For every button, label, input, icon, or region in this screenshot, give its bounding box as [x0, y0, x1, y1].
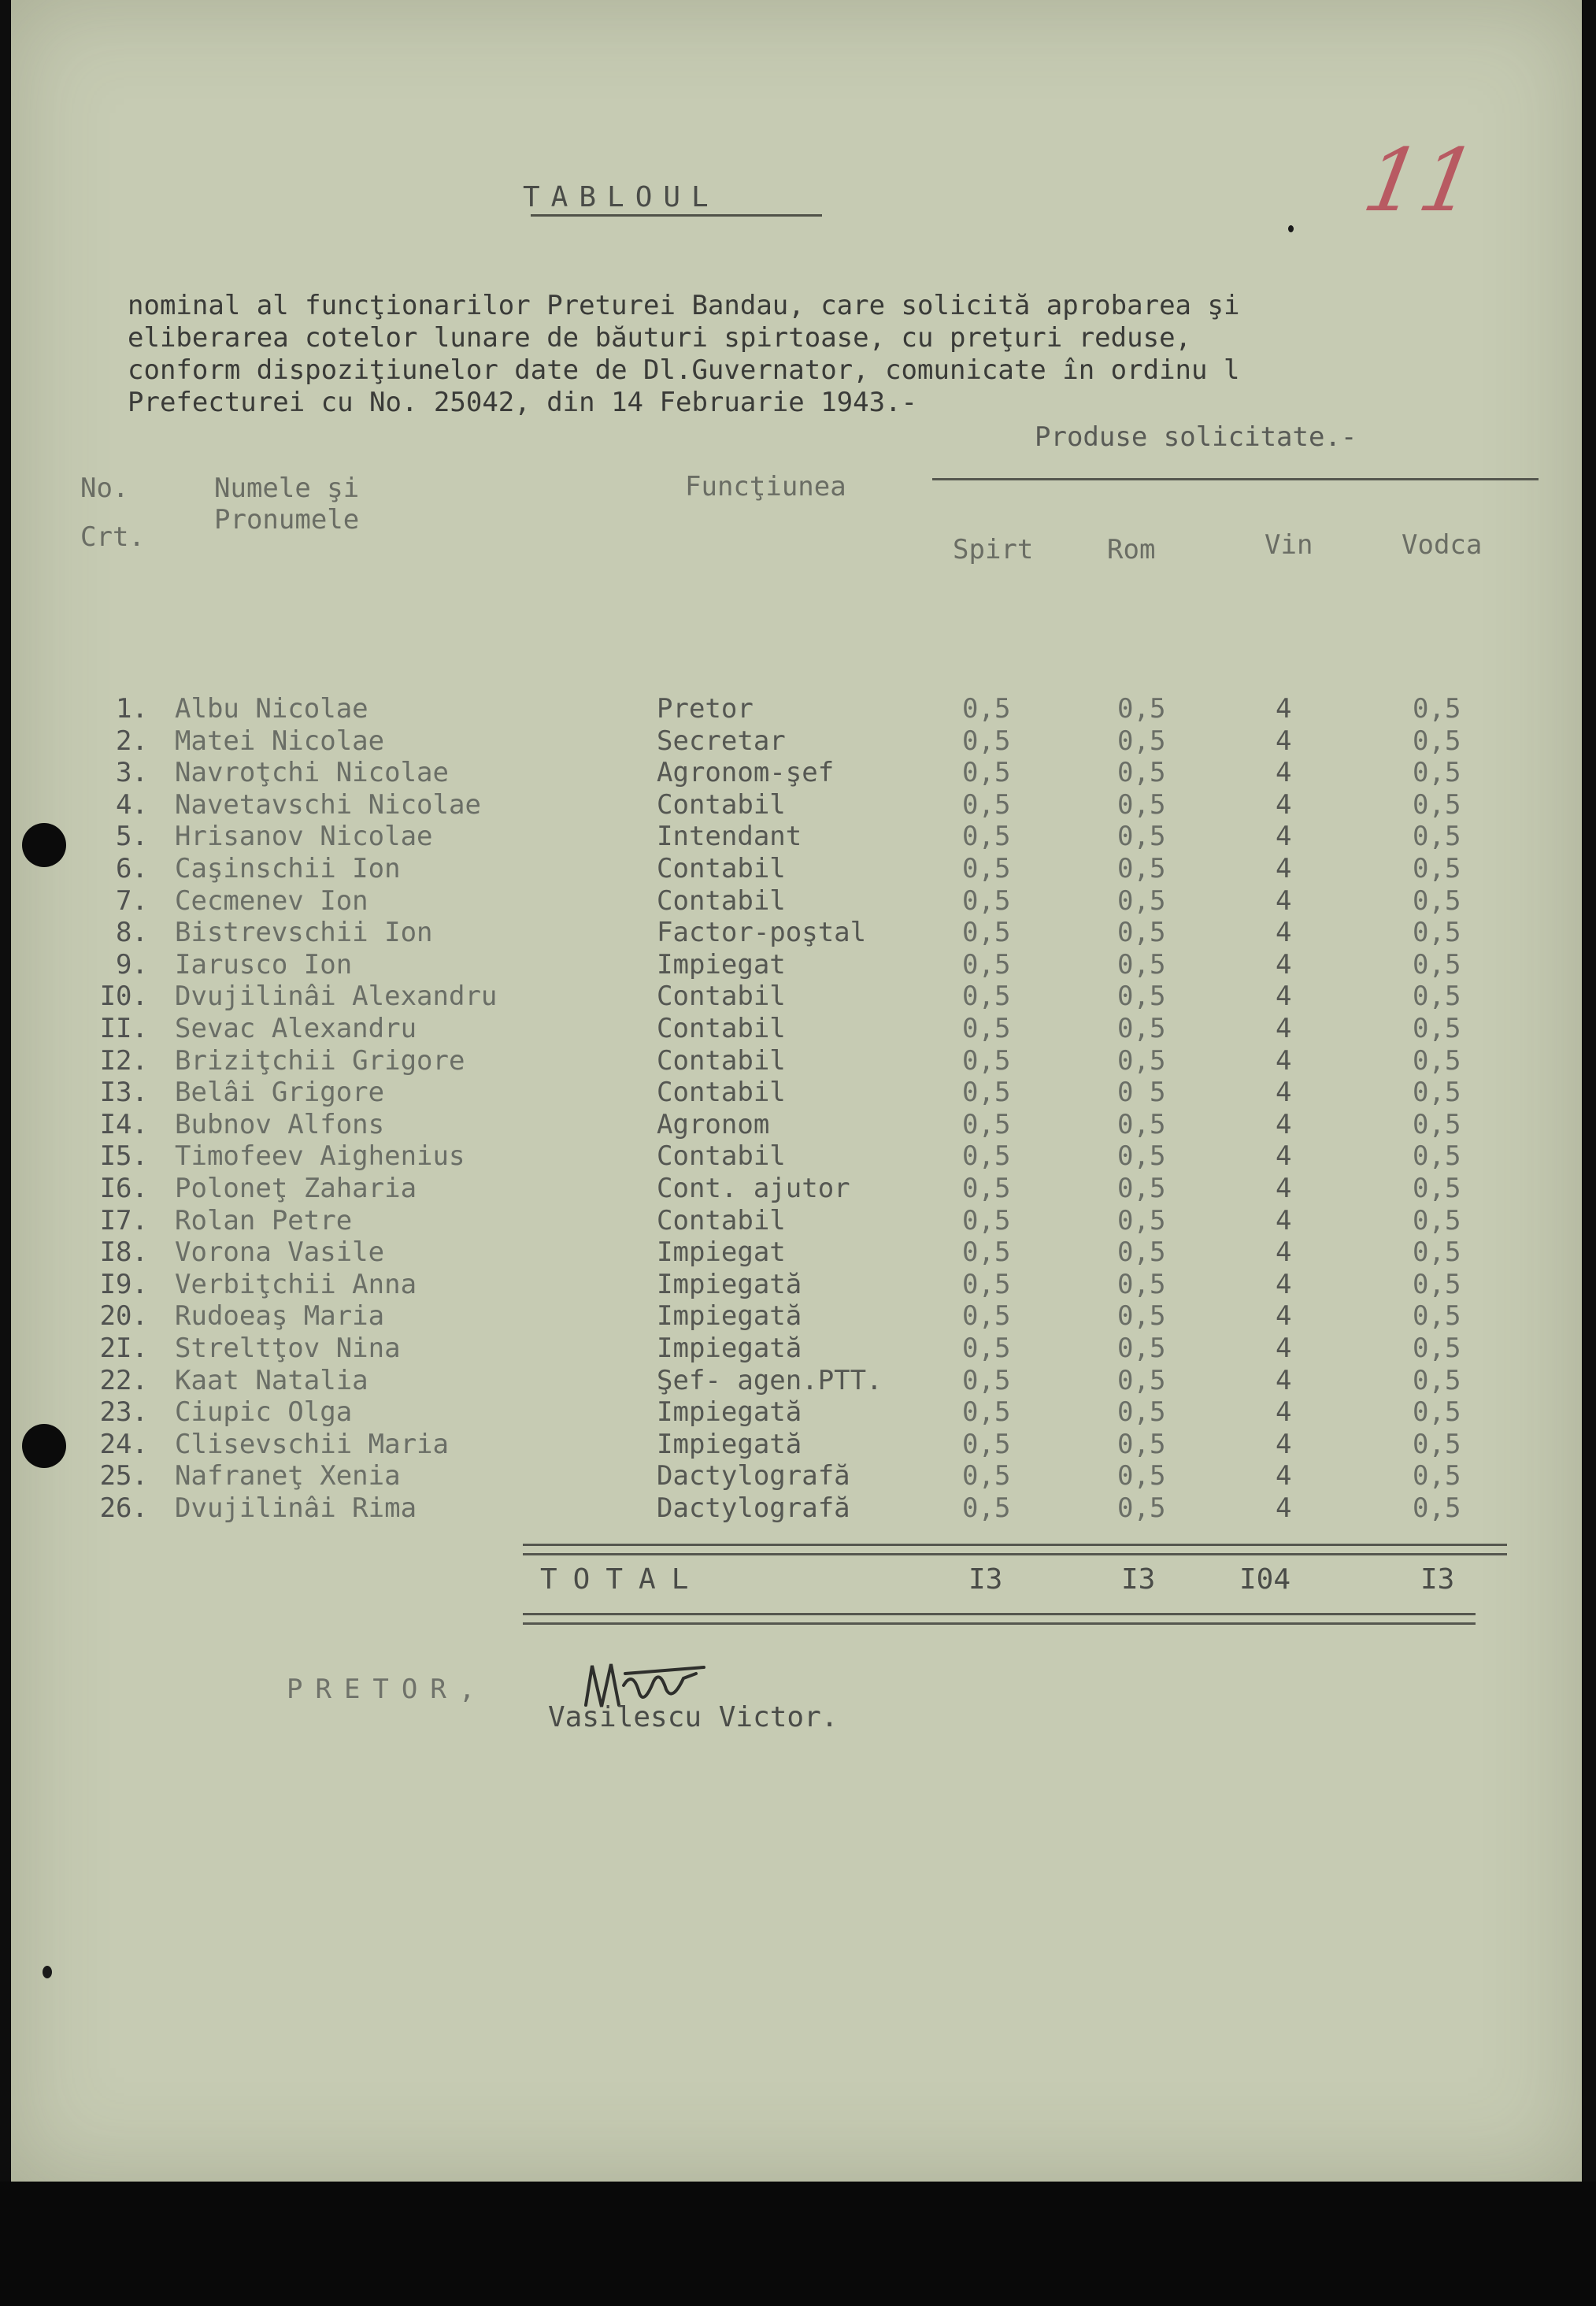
- spirt-quota: 0,5: [962, 1236, 1011, 1269]
- vin-quota: 4: [1276, 821, 1292, 853]
- spirt-quota: 0,5: [962, 1108, 1011, 1140]
- vodca-quota: 0,5: [1413, 725, 1461, 757]
- employee-function: Impiegată: [657, 1396, 802, 1429]
- table-row: [11, 981, 1582, 1012]
- employee-function: Dactylografă: [657, 1492, 850, 1524]
- vin-quota: 4: [1276, 757, 1292, 789]
- signature-role: PRETOR,: [287, 1674, 488, 1705]
- table-row: [11, 1173, 1582, 1204]
- employee-function: Impiegată: [657, 1268, 802, 1300]
- vin-quota: 4: [1276, 1204, 1292, 1236]
- row-number: 24.: [99, 1428, 148, 1460]
- intro-line: eliberarea cotelor lunare de băuturi spirtoase, cu preţuri reduse,: [128, 322, 1192, 354]
- spirt-quota: 0,5: [962, 1140, 1011, 1173]
- spirt-quota: 0,5: [962, 788, 1011, 821]
- row-number: 23.: [99, 1396, 148, 1429]
- table-row: [11, 1077, 1582, 1108]
- employee-name: Cecmenev Ion: [175, 884, 368, 917]
- vin-quota: 4: [1276, 1396, 1292, 1429]
- employee-name: Poloneţ Zaharia: [175, 1173, 417, 1204]
- employee-function: Intendant: [657, 821, 802, 853]
- header-no: No.: [80, 473, 129, 504]
- rom-quota: 0,5: [1117, 693, 1166, 725]
- rom-quota: 0,5: [1117, 1140, 1166, 1173]
- vin-quota: 4: [1276, 1044, 1292, 1077]
- row-number: 20.: [99, 1300, 148, 1333]
- rom-quota: 0,5: [1117, 1333, 1166, 1364]
- employee-name: Rolan Petre: [175, 1204, 353, 1236]
- spirt-quota: 0,5: [962, 1460, 1011, 1492]
- table-row: [11, 1300, 1582, 1332]
- spirt-quota: 0,5: [962, 1300, 1011, 1333]
- employee-function: Şef- agen.PTT.: [657, 1364, 883, 1396]
- vin-quota: 4: [1276, 1140, 1292, 1173]
- rom-quota: 0,5: [1117, 948, 1166, 981]
- rom-quota: 0,5: [1117, 1460, 1166, 1492]
- table-row: [11, 1109, 1582, 1140]
- row-number: 26.: [99, 1492, 148, 1524]
- header-vodca: Vodca: [1402, 529, 1483, 561]
- vodca-quota: 0,5: [1413, 948, 1461, 981]
- spirt-quota: 0,5: [962, 757, 1011, 789]
- vin-quota: 4: [1276, 1077, 1292, 1109]
- row-number: 8.: [116, 917, 148, 949]
- employee-function: Pretor: [657, 693, 754, 725]
- row-number: 25.: [99, 1460, 148, 1492]
- vin-quota: 4: [1276, 1492, 1292, 1524]
- rom-quota: 0,5: [1117, 1236, 1166, 1269]
- row-number: I0.: [99, 981, 148, 1013]
- rom-quota: 0,5: [1117, 1108, 1166, 1140]
- vin-quota: 4: [1276, 1428, 1292, 1460]
- rom-quota: 0,5: [1117, 1492, 1166, 1524]
- products-heading: Produse solicitate.-: [1035, 421, 1357, 453]
- table-row: [11, 1140, 1582, 1172]
- vin-quota: 4: [1276, 884, 1292, 917]
- row-number: 2I.: [99, 1333, 148, 1364]
- rom-quota: 0,5: [1117, 1173, 1166, 1204]
- vodca-quota: 0,5: [1413, 1460, 1461, 1492]
- row-number: I7.: [99, 1204, 148, 1236]
- vodca-quota: 0,5: [1413, 821, 1461, 853]
- employee-function: Contabil: [657, 853, 786, 884]
- table-row: [11, 821, 1582, 852]
- table-row: [11, 1492, 1582, 1524]
- row-number: I8.: [99, 1236, 148, 1269]
- total-label: TOTAL: [540, 1563, 705, 1596]
- employee-function: Agronom-şef: [657, 757, 835, 789]
- table-row: [11, 853, 1582, 884]
- employee-function: Impiegată: [657, 1300, 802, 1333]
- document-title: TABLOUL: [523, 181, 720, 213]
- table-row: [11, 917, 1582, 948]
- row-number: 22.: [99, 1364, 148, 1396]
- row-number: 9.: [116, 948, 148, 981]
- vin-quota: 4: [1276, 1236, 1292, 1269]
- employee-function: Contabil: [657, 884, 786, 917]
- intro-line: conform dispoziţiunelor date de Dl.Guvernator, comunicate în ordinu l: [128, 354, 1240, 386]
- header-vin: Vin: [1265, 529, 1313, 561]
- employee-name: Clisevschii Maria: [175, 1428, 449, 1460]
- spirt-quota: 0,5: [962, 981, 1011, 1013]
- employee-function: Contabil: [657, 981, 786, 1013]
- table-row: [11, 949, 1582, 981]
- vodca-quota: 0,5: [1413, 693, 1461, 725]
- vodca-quota: 0,5: [1413, 917, 1461, 949]
- table-row: [11, 1013, 1582, 1044]
- spirt-quota: 0,5: [962, 884, 1011, 917]
- employee-function: Contabil: [657, 788, 786, 821]
- vodca-quota: 0,5: [1413, 1140, 1461, 1173]
- spirt-quota: 0,5: [962, 725, 1011, 757]
- table-row: [11, 725, 1582, 757]
- employee-name: Belâi Grigore: [175, 1077, 385, 1109]
- header-crt: Crt.: [80, 521, 145, 553]
- employee-name: Dvujilinâi Alexandru: [175, 981, 498, 1013]
- vodca-quota: 0,5: [1413, 1333, 1461, 1364]
- employee-function: Contabil: [657, 1044, 786, 1077]
- row-number: I9.: [99, 1268, 148, 1300]
- employee-name: Bistrevschii Ion: [175, 917, 433, 949]
- rom-quota: 0 5: [1117, 1077, 1166, 1109]
- folio-number: 11: [1356, 130, 1485, 231]
- vodca-quota: 0,5: [1413, 1013, 1461, 1044]
- vin-quota: 4: [1276, 1013, 1292, 1044]
- vin-quota: 4: [1276, 1108, 1292, 1140]
- ink-speck: [1288, 225, 1294, 232]
- employee-function: Contabil: [657, 1013, 786, 1044]
- employee-name: Verbiţchii Anna: [175, 1268, 417, 1300]
- rom-quota: 0,5: [1117, 981, 1166, 1013]
- vodca-quota: 0,5: [1413, 1236, 1461, 1269]
- employee-name: Kaat Natalia: [175, 1364, 368, 1396]
- rom-quota: 0,5: [1117, 1268, 1166, 1300]
- employee-name: Dvujilinâi Rima: [175, 1492, 417, 1524]
- table-row: [11, 789, 1582, 821]
- vin-quota: 4: [1276, 917, 1292, 949]
- vin-quota: 4: [1276, 981, 1292, 1013]
- row-number: 4.: [116, 788, 148, 821]
- vin-quota: 4: [1276, 1300, 1292, 1333]
- spirt-quota: 0,5: [962, 917, 1011, 949]
- total-vodca: I3: [1420, 1563, 1455, 1596]
- employee-name: Hrisanov Nicolae: [175, 821, 433, 853]
- spirt-quota: 0,5: [962, 948, 1011, 981]
- spirt-quota: 0,5: [962, 1396, 1011, 1429]
- employee-name: Iarusco Ion: [175, 948, 353, 981]
- vodca-quota: 0,5: [1413, 757, 1461, 789]
- rom-quota: 0,5: [1117, 1204, 1166, 1236]
- vodca-quota: 0,5: [1413, 1173, 1461, 1204]
- spirt-quota: 0,5: [962, 1492, 1011, 1524]
- vodca-quota: 0,5: [1413, 1108, 1461, 1140]
- vin-quota: 4: [1276, 1364, 1292, 1396]
- employee-function: Impiegată: [657, 1428, 802, 1460]
- employee-function: Contabil: [657, 1204, 786, 1236]
- employee-function: Secretar: [657, 725, 786, 757]
- header-rom: Rom: [1107, 534, 1156, 565]
- table-row: [11, 1429, 1582, 1460]
- table-row: [11, 1236, 1582, 1268]
- spirt-quota: 0,5: [962, 853, 1011, 884]
- total-rom: I3: [1121, 1563, 1156, 1596]
- spirt-quota: 0,5: [962, 1204, 1011, 1236]
- row-number: I4.: [99, 1108, 148, 1140]
- intro-line: nominal al funcţionarilor Preturei Bandau, care solicită aprobarea şi: [128, 290, 1240, 321]
- vodca-quota: 0,5: [1413, 1396, 1461, 1429]
- rom-quota: 0,5: [1117, 1364, 1166, 1396]
- employee-function: Agronom: [657, 1108, 770, 1140]
- row-number: 5.: [116, 821, 148, 853]
- vodca-quota: 0,5: [1413, 1204, 1461, 1236]
- vin-quota: 4: [1276, 1268, 1292, 1300]
- table-row: [11, 1205, 1582, 1236]
- vodca-quota: 0,5: [1413, 1428, 1461, 1460]
- employee-name: Albu Nicolae: [175, 693, 368, 725]
- row-number: I5.: [99, 1140, 148, 1173]
- intro-line: Prefecturei cu No. 25042, din 14 Februarie 1943.-: [128, 387, 918, 418]
- row-number: 2.: [116, 725, 148, 757]
- spirt-quota: 0,5: [962, 821, 1011, 853]
- row-number: I3.: [99, 1077, 148, 1109]
- row-number: II.: [99, 1013, 148, 1044]
- row-number: 6.: [116, 853, 148, 884]
- employee-name: Rudoeaş Maria: [175, 1300, 385, 1333]
- row-number: 7.: [116, 884, 148, 917]
- employee-name: Streltţov Nina: [175, 1333, 401, 1364]
- vodca-quota: 0,5: [1413, 853, 1461, 884]
- employee-function: Impiegat: [657, 948, 786, 981]
- spirt-quota: 0,5: [962, 1044, 1011, 1077]
- total-bottom-rule: [523, 1613, 1476, 1625]
- spirt-quota: 0,5: [962, 1077, 1011, 1109]
- employee-name: Caşinschii Ion: [175, 853, 401, 884]
- vodca-quota: 0,5: [1413, 981, 1461, 1013]
- employee-name: Timofeev Aighenius: [175, 1140, 465, 1173]
- vodca-quota: 0,5: [1413, 1364, 1461, 1396]
- vin-quota: 4: [1276, 1333, 1292, 1364]
- vin-quota: 4: [1276, 948, 1292, 981]
- employee-name: Vorona Vasile: [175, 1236, 385, 1269]
- rom-quota: 0,5: [1117, 821, 1166, 853]
- header-spirt: Spirt: [953, 534, 1034, 565]
- employee-name: Navetavschi Nicolae: [175, 788, 481, 821]
- spirt-quota: 0,5: [962, 1013, 1011, 1044]
- total-vin: I04: [1239, 1563, 1291, 1596]
- vodca-quota: 0,5: [1413, 788, 1461, 821]
- products-header-rule: [932, 478, 1539, 480]
- table-row: [11, 1333, 1582, 1364]
- total-spirt: I3: [968, 1563, 1003, 1596]
- table-row: [11, 1396, 1582, 1428]
- table-row: [11, 1365, 1582, 1396]
- employee-name: Ciupic Olga: [175, 1396, 353, 1429]
- vodca-quota: 0,5: [1413, 1268, 1461, 1300]
- intro-paragraph: [128, 290, 1498, 419]
- vin-quota: 4: [1276, 693, 1292, 725]
- rom-quota: 0,5: [1117, 1044, 1166, 1077]
- table-row: [11, 885, 1582, 917]
- row-number: I6.: [99, 1173, 148, 1204]
- spirt-quota: 0,5: [962, 1173, 1011, 1204]
- spirt-quota: 0,5: [962, 693, 1011, 725]
- employee-function: Dactylografă: [657, 1460, 850, 1492]
- employee-function: Impiegat: [657, 1236, 786, 1269]
- rom-quota: 0,5: [1117, 788, 1166, 821]
- vin-quota: 4: [1276, 853, 1292, 884]
- employee-function: Contabil: [657, 1077, 786, 1109]
- vin-quota: 4: [1276, 1173, 1292, 1204]
- rom-quota: 0,5: [1117, 1396, 1166, 1429]
- employee-function: Contabil: [657, 1140, 786, 1173]
- total-top-rule: [523, 1544, 1507, 1555]
- employee-name: Nafraneţ Xenia: [175, 1460, 401, 1492]
- vodca-quota: 0,5: [1413, 1300, 1461, 1333]
- table-row: [11, 1460, 1582, 1492]
- row-number: I2.: [99, 1044, 148, 1077]
- rom-quota: 0,5: [1117, 725, 1166, 757]
- rom-quota: 0,5: [1117, 917, 1166, 949]
- employee-function: Impiegată: [657, 1333, 802, 1364]
- table-row: [11, 1045, 1582, 1077]
- scan-background: [0, 2182, 1596, 2306]
- vin-quota: 4: [1276, 1460, 1292, 1492]
- row-number: 1.: [116, 693, 148, 725]
- spirt-quota: 0,5: [962, 1268, 1011, 1300]
- ink-speck: [43, 1966, 52, 1978]
- rom-quota: 0,5: [1117, 1300, 1166, 1333]
- binder-hole: [22, 1424, 66, 1468]
- employee-function: Cont. ajutor: [657, 1173, 850, 1204]
- employee-name: Navroţchi Nicolae: [175, 757, 449, 789]
- rom-quota: 0,5: [1117, 884, 1166, 917]
- vin-quota: 4: [1276, 725, 1292, 757]
- table-row: [11, 693, 1582, 725]
- vodca-quota: 0,5: [1413, 1044, 1461, 1077]
- binder-hole: [22, 823, 66, 867]
- title-underline: [531, 214, 822, 217]
- signatory-name: Vasilescu Victor.: [548, 1701, 839, 1733]
- rom-quota: 0,5: [1117, 757, 1166, 789]
- spirt-quota: 0,5: [962, 1428, 1011, 1460]
- rom-quota: 0,5: [1117, 853, 1166, 884]
- vodca-quota: 0,5: [1413, 884, 1461, 917]
- spirt-quota: 0,5: [962, 1333, 1011, 1364]
- vodca-quota: 0,5: [1413, 1492, 1461, 1524]
- rom-quota: 0,5: [1117, 1428, 1166, 1460]
- vodca-quota: 0,5: [1413, 1077, 1461, 1109]
- table-row: [11, 757, 1582, 788]
- employee-name: Sevac Alexandru: [175, 1013, 417, 1044]
- header-name: Numele şi: [214, 473, 360, 504]
- row-number: 3.: [116, 757, 148, 789]
- table-row: [11, 1269, 1582, 1300]
- header-surname: Pronumele: [214, 504, 360, 536]
- document-sheet: [11, 0, 1582, 2182]
- employee-name: Briziţchii Grigore: [175, 1044, 465, 1077]
- spirt-quota: 0,5: [962, 1364, 1011, 1396]
- header-function: Funcţiunea: [685, 471, 846, 502]
- vin-quota: 4: [1276, 788, 1292, 821]
- employee-function: Factor-poştal: [657, 917, 867, 949]
- employee-name: Matei Nicolae: [175, 725, 385, 757]
- employee-name: Bubnov Alfons: [175, 1108, 385, 1140]
- rom-quota: 0,5: [1117, 1013, 1166, 1044]
